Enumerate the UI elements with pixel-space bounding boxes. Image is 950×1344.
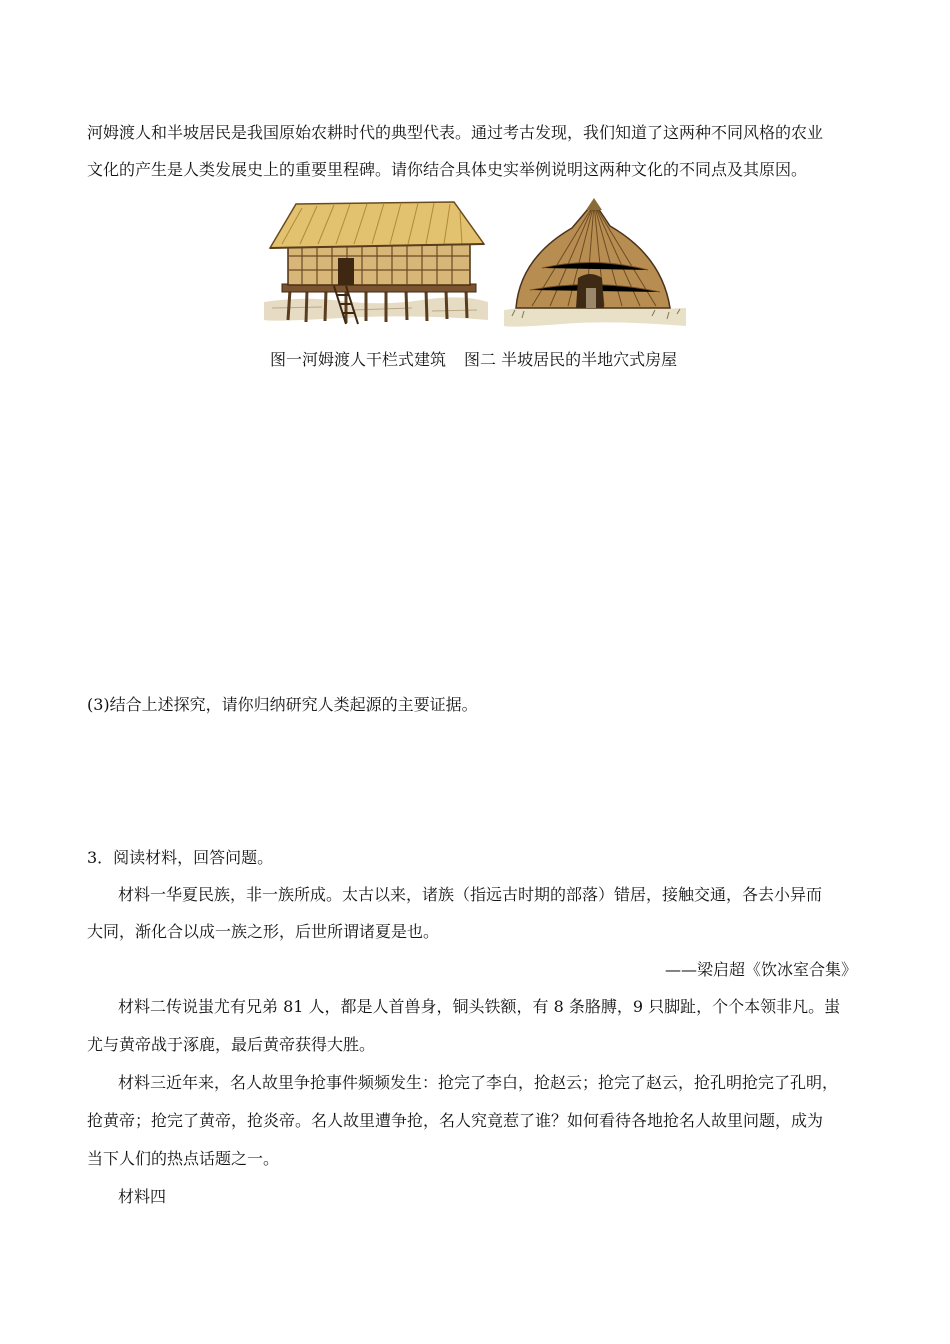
material-1-line-1: 材料一华夏民族，非一族所成。太古以来，诸族（指远古时期的部落）错居，接触交通，各去小异而 <box>118 885 823 904</box>
stilt-house-illustration <box>262 198 490 330</box>
figure-caption <box>270 350 677 370</box>
intro-line-1: 河姆渡人和半坡居民是我国原始农耕时代的典型代表。通过考古发现，我们知道了这两种不同风格的农业 <box>87 123 824 142</box>
question-3-prompt: (3)结合上述探究，请你归纳研究人类起源的主要证据。 <box>87 695 478 714</box>
material-3-line-3: 当下人们的热点话题之一。 <box>87 1149 280 1168</box>
caption-figure-2: 图二 半坡居民的半地穴式房屋 <box>464 350 678 369</box>
material-3-line-1: 材料三近年来，名人故里争抢事件频频发生：抢完了李白，抢赵云；抢完了赵云，抢孔明抢完了孔明， <box>118 1073 839 1092</box>
material-2-line-1: 材料二传说蚩尤有兄弟 81 人，都是人首兽身，铜头铁额，有 8 条胳膊，9 只脚趾，个个本领非凡。蚩 <box>118 997 841 1016</box>
material-1-line-2: 大同，渐化合以成一族之形，后世所谓诸夏是也。 <box>87 922 440 941</box>
caption-figure-1: 图一河姆渡人干栏式建筑 <box>270 350 447 369</box>
material-3-line-2: 抢黄帝；抢完了黄帝，抢炎帝。名人故里遭争抢，名人究竟惹了谁？如何看待各地抢名人故里问题，成为 <box>87 1111 824 1130</box>
pit-house-illustration <box>502 198 688 333</box>
material-2-line-2: 尤与黄帝战于涿鹿，最后黄帝获得大胜。 <box>87 1035 376 1054</box>
intro-line-2: 文化的产生是人类发展史上的重要里程碑。请你结合具体史实举例说明这两种文化的不同点及其原因。 <box>87 160 808 179</box>
section-3-heading: 3．阅读材料，回答问题。 <box>87 848 274 867</box>
figure-group <box>262 198 688 333</box>
material-4-label: 材料四 <box>118 1187 167 1206</box>
material-1-source: ——梁启超《饮冰室合集》 <box>664 960 857 979</box>
